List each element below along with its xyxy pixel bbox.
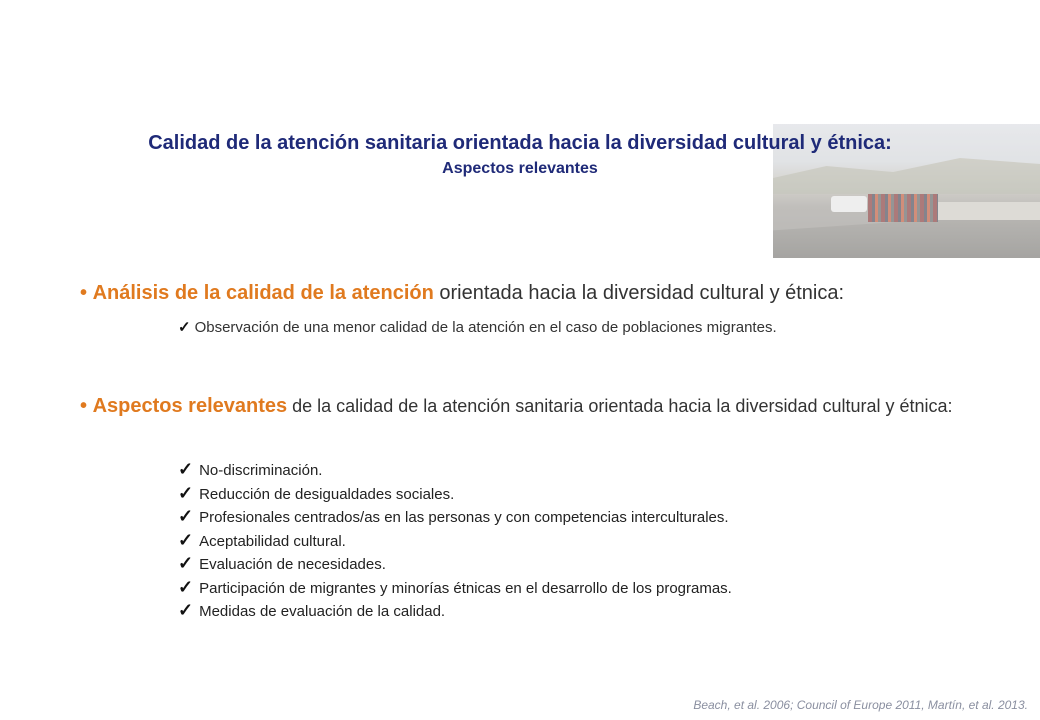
bullet-text: de la calidad de la atención sanitaria orientada hacia la diversidad cultural y étnica: — [287, 396, 953, 416]
citation: Beach, et al. 2006; Council of Europe 2011, Martín, et al. 2013. — [693, 698, 1028, 712]
list-item — [178, 599, 732, 623]
list-item-text: Profesionales centrados/as en las personas y con competencias interculturales. — [199, 509, 729, 526]
list-item-text: No-discriminación. — [199, 462, 323, 479]
sub-text: Observación de una menor calidad de la atención en el caso de poblaciones migrantes. — [194, 319, 777, 336]
aspects-list — [178, 458, 732, 623]
page-subtitle: Aspectos relevantes — [442, 160, 598, 177]
bullet-analysis-sub — [178, 318, 777, 336]
list-item — [178, 458, 732, 482]
list-item — [178, 505, 732, 529]
list-item-text: Aceptabilidad cultural. — [199, 532, 346, 550]
bullet-analysis — [80, 282, 1000, 305]
checkmark-icon: ✓ — [178, 576, 194, 597]
list-item-text: Medidas de evaluación de la calidad. — [199, 603, 446, 620]
bullet-highlight: Análisis de la calidad de la atención — [92, 282, 434, 304]
checkmark-icon: ✓ — [178, 319, 191, 336]
bullet-highlight: Aspectos relevantes — [92, 395, 288, 417]
checkmark-icon: ✓ — [178, 506, 194, 526]
bullet-aspects — [80, 386, 1000, 426]
page-title: Calidad de la atención sanitaria orientada hacia la diversidad cultural y étnica: — [148, 132, 892, 154]
bullet-marker: • — [80, 395, 88, 417]
list-item — [178, 552, 732, 576]
list-item — [178, 576, 732, 600]
checkmark-icon: ✓ — [178, 600, 194, 620]
checkmark-icon: ✓ — [178, 529, 194, 550]
checkmark-icon: ✓ — [178, 553, 194, 573]
title-block — [60, 130, 980, 182]
list-item — [178, 529, 732, 553]
checkmark-icon: ✓ — [178, 482, 194, 503]
list-item — [178, 482, 732, 506]
checkmark-icon: ✓ — [178, 459, 194, 479]
bullet-text: orientada hacia la diversidad cultural y étnica: — [433, 282, 845, 304]
bullet-marker: • — [80, 282, 88, 304]
list-item-text: Participación de migrantes y minorías étnicas en el desarrollo de los programas. — [199, 579, 732, 597]
list-item-text: Reducción de desigualdades sociales. — [199, 485, 455, 503]
list-item-text: Evaluación de necesidades. — [199, 556, 386, 573]
